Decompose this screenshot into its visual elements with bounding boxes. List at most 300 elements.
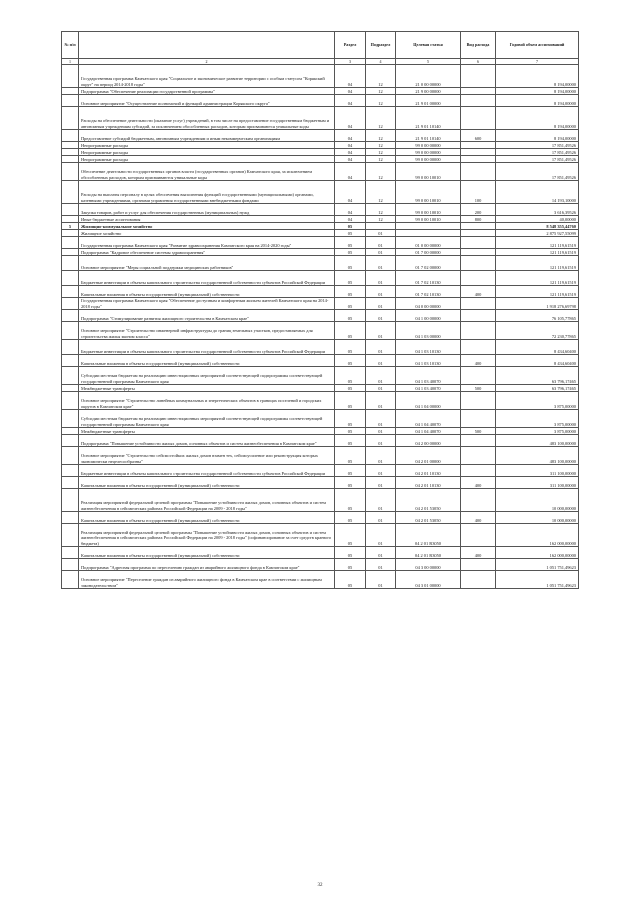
row-subsection: 01 — [366, 322, 396, 340]
row-amount: 1 051 751,49623 — [496, 571, 579, 589]
row-number — [62, 256, 79, 271]
row-expense-type — [461, 271, 496, 286]
row-name: Подпрограмма "Обеспечение реализации государственной программы" — [79, 88, 335, 95]
row-article: 04 1 04 00000 — [396, 392, 461, 410]
row-expense-type — [461, 95, 496, 107]
row-expense-type — [461, 392, 496, 410]
row-article: 04 0 00 00000 — [396, 298, 461, 310]
row-article: 99 0 00 00000 — [396, 142, 461, 149]
table-row — [62, 204, 579, 216]
row-section: 05 — [335, 392, 366, 410]
row-subsection: 01 — [366, 547, 396, 559]
row-name: Жилищное хозяйство — [79, 230, 335, 237]
row-expense-type — [461, 435, 496, 447]
row-number — [62, 181, 79, 204]
row-name: Государственная программа Камчатского края "Обеспечение доступным и комфортным жильем жителей Камчатского края на 2014-2018 годы" — [79, 298, 335, 310]
row-section: 05 — [335, 465, 366, 477]
row-number — [62, 216, 79, 223]
row-expense-type — [461, 489, 496, 512]
row-amount: 3 875,00000 — [496, 428, 579, 435]
row-name: Жилищно-коммунальное хозяйство — [79, 223, 335, 230]
row-section: 04 — [335, 149, 366, 156]
header-subsection: Подраздел — [366, 32, 396, 59]
row-number — [62, 547, 79, 559]
row-subsection: 01 — [366, 489, 396, 512]
row-article: 01 0 00 00000 — [396, 237, 461, 249]
row-amount: 8 434,60400 — [496, 340, 579, 355]
row-article: 04 1 00 00000 — [396, 310, 461, 322]
row-expense-type — [461, 310, 496, 322]
row-number — [62, 477, 79, 489]
row-expense-type — [461, 230, 496, 237]
row-number — [62, 142, 79, 149]
row-amount: 311 100,00000 — [496, 477, 579, 489]
row-number — [62, 340, 79, 355]
row-name: Капитальные вложения в объекты государственной (муниципальной) собственности — [79, 355, 335, 367]
row-amount: 40,00000 — [496, 216, 579, 223]
row-amount: 121 119,61519 — [496, 249, 579, 256]
row-subsection: 01 — [366, 385, 396, 392]
row-section: 05 — [335, 547, 366, 559]
row-article: 04 1 03 10130 — [396, 355, 461, 367]
row-amount: 8 194,00000 — [496, 130, 579, 142]
row-article: 01 7 00 00000 — [396, 249, 461, 256]
row-number — [62, 237, 79, 249]
row-subsection: 01 — [366, 410, 396, 428]
row-number — [62, 88, 79, 95]
row-name: Основное мероприятие "Переселение граждан из аварийного жилищного фонда в Камчатском крае в соответствии с жилищным законодательством" — [79, 571, 335, 589]
row-number — [62, 204, 79, 216]
row-article: 04 2 01 R3050 — [396, 524, 461, 547]
row-subsection: 12 — [366, 149, 396, 156]
row-subsection: 12 — [366, 163, 396, 181]
row-subsection: 12 — [366, 107, 396, 130]
row-name: Субсидии местным бюджетам на реализацию инвестиционных мероприятий соответствующей подпрограммы соответствующей государственной программы Камчатского края — [79, 410, 335, 428]
row-section: 05 — [335, 477, 366, 489]
row-name: Основное мероприятие "Строительство сейсмостойких жилых домов взамен тех, сейсмоусиление или реконструкция которых экономически нецелесообразны" — [79, 447, 335, 465]
table-row — [62, 355, 579, 367]
row-name: Непрограммные расходы — [79, 142, 335, 149]
row-section: 05 — [335, 271, 366, 286]
row-article: 04 3 01 00000 — [396, 571, 461, 589]
row-amount: 3 616,39526 — [496, 204, 579, 216]
row-expense-type: 500 — [461, 385, 496, 392]
table-row — [62, 322, 579, 340]
column-number: 5 — [396, 59, 461, 65]
row-section: 04 — [335, 95, 366, 107]
row-section: 05 — [335, 559, 366, 571]
row-amount: 311 100,00000 — [496, 465, 579, 477]
row-article: 21 9 01 00000 — [396, 95, 461, 107]
column-number: 3 — [335, 59, 366, 65]
row-article: 01 7 02 10130 — [396, 286, 461, 298]
budget-table — [61, 31, 579, 589]
row-name: Подпрограмма "Стимулирование развития жилищного строительства в Камчатском крае" — [79, 310, 335, 322]
row-section: 04 — [335, 142, 366, 149]
row-article: 04 2 00 00000 — [396, 435, 461, 447]
row-expense-type — [461, 65, 496, 88]
row-name: Непрограммные расходы — [79, 156, 335, 163]
table-row — [62, 230, 579, 237]
row-section: 05 — [335, 571, 366, 589]
row-expense-type — [461, 367, 496, 385]
row-amount: 63 796,17465 — [496, 385, 579, 392]
table-row — [62, 392, 579, 410]
row-section: 05 — [335, 512, 366, 524]
row-name: Расходы на выплаты персоналу в целях обеспечения выполнения функций государственными (муниципальными) органами, казенными учреждениями, органами управления государственными внебюджетными фондами — [79, 181, 335, 204]
row-section: 04 — [335, 204, 366, 216]
row-expense-type: 400 — [461, 286, 496, 298]
header-amount: Годовой объем ассигнований — [496, 32, 579, 59]
row-amount: 17 851,49526 — [496, 149, 579, 156]
table-row — [62, 512, 579, 524]
row-amount: 483 100,00000 — [496, 447, 579, 465]
row-article: 99 0 00 10010 — [396, 216, 461, 223]
row-name: Основное мероприятие "Меры социальной поддержки медицинских работников" — [79, 256, 335, 271]
table-row — [62, 223, 579, 230]
row-expense-type — [461, 256, 496, 271]
row-amount: 8 548 355,44760 — [496, 223, 579, 230]
row-name: Подпрограмма "Кадровое обеспечение системы здравоохранения" — [79, 249, 335, 256]
table-header-row — [62, 32, 579, 59]
row-subsection: 01 — [366, 559, 396, 571]
row-section: 04 — [335, 130, 366, 142]
row-number — [62, 107, 79, 130]
table-row — [62, 298, 579, 310]
row-number — [62, 524, 79, 547]
table-row — [62, 477, 579, 489]
row-section: 05 — [335, 286, 366, 298]
table-row — [62, 286, 579, 298]
row-article: 01 7 02 10130 — [396, 271, 461, 286]
row-name: Капитальные вложения в объекты государственной (муниципальной) собственности — [79, 477, 335, 489]
row-subsection: 01 — [366, 256, 396, 271]
row-subsection: 01 — [366, 310, 396, 322]
row-expense-type — [461, 322, 496, 340]
row-expense-type: 200 — [461, 204, 496, 216]
row-article: 04 2 01 10130 — [396, 465, 461, 477]
row-article — [396, 230, 461, 237]
table-row — [62, 435, 579, 447]
row-article: 04 1 03 00000 — [396, 322, 461, 340]
row-subsection: 12 — [366, 95, 396, 107]
table-row — [62, 465, 579, 477]
row-expense-type — [461, 340, 496, 355]
row-article: 04 2 01 53050 — [396, 512, 461, 524]
row-section: 05 — [335, 385, 366, 392]
row-name: Основное мероприятие "Строительство инженерной инфраструктуры до границ земельных участков, предоставляемых для строительства жилья эконом класса" — [79, 322, 335, 340]
row-section: 04 — [335, 181, 366, 204]
row-name: Бюджетные инвестиции в объекты капитального строительства государственной собственности субъектов Российской Федерации — [79, 465, 335, 477]
row-subsection: 01 — [366, 392, 396, 410]
row-amount: 8 194,00000 — [496, 95, 579, 107]
row-amount: 121 119,61519 — [496, 286, 579, 298]
row-expense-type — [461, 410, 496, 428]
table-row — [62, 156, 579, 163]
row-number — [62, 156, 79, 163]
row-article: 21 9 00 00000 — [396, 88, 461, 95]
header-section: Раздел — [335, 32, 366, 59]
table-row — [62, 181, 579, 204]
table-row — [62, 88, 579, 95]
row-subsection: 01 — [366, 298, 396, 310]
table-row — [62, 237, 579, 249]
row-expense-type — [461, 571, 496, 589]
row-subsection: 01 — [366, 524, 396, 547]
row-subsection: 01 — [366, 447, 396, 465]
row-subsection: 01 — [366, 367, 396, 385]
row-number — [62, 385, 79, 392]
row-subsection: 12 — [366, 65, 396, 88]
row-subsection: 12 — [366, 204, 396, 216]
row-amount: 17 851,49526 — [496, 156, 579, 163]
row-number — [62, 271, 79, 286]
row-expense-type: 400 — [461, 355, 496, 367]
row-name: Капитальные вложения в объекты государственной (муниципальной) собственности — [79, 547, 335, 559]
row-number — [62, 392, 79, 410]
row-name: Реализация мероприятий федеральной целевой программы "Повышение устойчивости жилых домов, основных объектов и систем жизнеобеспечения в сейсмических районах Российской Федерации на 2009 - 2018 годы" (софинансирование за счет средств краевого бюджета) — [79, 524, 335, 547]
row-amount: 8 194,00000 — [496, 88, 579, 95]
row-article: 21 9 01 10140 — [396, 107, 461, 130]
table-row — [62, 571, 579, 589]
row-article: 04 1 03 40070 — [396, 367, 461, 385]
column-number: 2 — [79, 59, 335, 65]
column-number: 6 — [461, 59, 496, 65]
row-expense-type: 100 — [461, 181, 496, 204]
column-number: 4 — [366, 59, 396, 65]
row-section: 05 — [335, 524, 366, 547]
row-number — [62, 322, 79, 340]
row-expense-type: 400 — [461, 477, 496, 489]
row-section: 05 — [335, 310, 366, 322]
row-number — [62, 571, 79, 589]
row-subsection: 01 — [366, 286, 396, 298]
row-amount: 121 119,61519 — [496, 271, 579, 286]
row-section: 04 — [335, 65, 366, 88]
row-section: 05 — [335, 428, 366, 435]
row-number — [62, 512, 79, 524]
row-amount: 121 119,61519 — [496, 256, 579, 271]
row-expense-type: 600 — [461, 130, 496, 142]
row-name: Расходы на обеспечение деятельности (оказание услуг) учреждений, в том числе на предоставление государственным бюджетным и автономным учреждениям субсидий, за исключением обособленных расходов, которым присваиваются уникальные коды — [79, 107, 335, 130]
row-section: 05 — [335, 355, 366, 367]
row-number — [62, 249, 79, 256]
row-article: 21 0 00 00000 — [396, 65, 461, 88]
row-name: Подпрограмма "Адресная программа по переселению граждан из аварийного жилищного фонда в Камчатском крае" — [79, 559, 335, 571]
table-body — [62, 59, 579, 589]
table-row — [62, 256, 579, 271]
row-expense-type: 500 — [461, 428, 496, 435]
row-subsection: 01 — [366, 435, 396, 447]
row-subsection: 01 — [366, 237, 396, 249]
header-num: № п/п — [62, 32, 79, 59]
row-subsection: 12 — [366, 88, 396, 95]
row-article: 04 2 01 00000 — [396, 447, 461, 465]
row-article: 99 0 00 10010 — [396, 181, 461, 204]
row-expense-type — [461, 237, 496, 249]
row-name: Государственная программа Камчатского края "Социальное и экономическое развитие территории с особым статусом "Корякский округ" на период 2014-2018 годы" — [79, 65, 335, 88]
row-name: Бюджетные инвестиции в объекты капитального строительства государственной собственности субъектов Российской Федерации — [79, 271, 335, 286]
row-name: Предоставление субсидий бюджетным, автономным учреждениям и иным некоммерческим организациям — [79, 130, 335, 142]
row-expense-type — [461, 107, 496, 130]
row-article: 21 9 01 10140 — [396, 130, 461, 142]
row-number — [62, 130, 79, 142]
row-article: 99 0 00 10010 — [396, 163, 461, 181]
row-section: 04 — [335, 107, 366, 130]
row-amount: 72 230,77865 — [496, 322, 579, 340]
table-row — [62, 65, 579, 88]
table-row — [62, 524, 579, 547]
row-subsection: 01 — [366, 512, 396, 524]
row-number — [62, 230, 79, 237]
row-amount: 3 875,00000 — [496, 392, 579, 410]
row-name: Реализация мероприятий федеральной целевой программы "Повышение устойчивости жилых домов, основных объектов и систем жизнеобеспечения в сейсмических районах Российской Федерации на 2009 - 2018 годы" — [79, 489, 335, 512]
table-row — [62, 130, 579, 142]
page-number: 32 — [317, 883, 323, 888]
row-section: 05 — [335, 489, 366, 512]
row-expense-type — [461, 88, 496, 95]
row-amount: 8 194,00000 — [496, 65, 579, 88]
row-subsection: 12 — [366, 216, 396, 223]
row-subsection — [366, 223, 396, 230]
row-name: Межбюджетные трансферты — [79, 385, 335, 392]
row-subsection: 01 — [366, 271, 396, 286]
table-row — [62, 410, 579, 428]
row-amount: 14 193,10000 — [496, 181, 579, 204]
row-subsection: 01 — [366, 355, 396, 367]
row-article: 04 1 03 10130 — [396, 340, 461, 355]
row-article: 01 7 02 00000 — [396, 256, 461, 271]
row-number — [62, 428, 79, 435]
row-article: 99 0 00 00000 — [396, 149, 461, 156]
row-section: 05 — [335, 340, 366, 355]
table-row — [62, 95, 579, 107]
row-expense-type — [461, 465, 496, 477]
row-subsection: 12 — [366, 142, 396, 149]
row-name: Основное мероприятие "Осуществление полномочий и функций администрации Корякского округа" — [79, 95, 335, 107]
row-article: 04 1 04 40070 — [396, 410, 461, 428]
row-expense-type — [461, 249, 496, 256]
row-amount: 8 434,60400 — [496, 355, 579, 367]
row-subsection: 12 — [366, 130, 396, 142]
row-expense-type — [461, 149, 496, 156]
row-amount: 1 918 276,69798 — [496, 298, 579, 310]
row-name: Субсидии местным бюджетам на реализацию инвестиционных мероприятий соответствующей подпрограммы соответствующей государственной программы Камчатского края — [79, 367, 335, 385]
row-name: Подпрограмма "Повышение устойчивости жилых домов, основных объектов и систем жизнеобеспечения в Камчатском крае" — [79, 435, 335, 447]
row-subsection: 01 — [366, 340, 396, 355]
table-row — [62, 142, 579, 149]
row-number — [62, 367, 79, 385]
table-row — [62, 367, 579, 385]
table-row — [62, 547, 579, 559]
row-number — [62, 489, 79, 512]
row-amount: 17 851,49526 — [496, 142, 579, 149]
table-row — [62, 310, 579, 322]
row-number — [62, 465, 79, 477]
row-name: Закупка товаров, работ и услуг для обеспечения государственных (муниципальных) нужд — [79, 204, 335, 216]
table-row — [62, 385, 579, 392]
row-number — [62, 355, 79, 367]
row-expense-type: 400 — [461, 547, 496, 559]
row-expense-type — [461, 223, 496, 230]
row-section: 05 — [335, 256, 366, 271]
row-name: Капитальные вложения в объекты государственной (муниципальной) собственности — [79, 512, 335, 524]
row-amount: 1 051 751,49623 — [496, 559, 579, 571]
table-row — [62, 163, 579, 181]
row-number — [62, 95, 79, 107]
row-amount: 483 100,00000 — [496, 435, 579, 447]
column-number: 7 — [496, 59, 579, 65]
row-article: 04 2 01 R3050 — [396, 547, 461, 559]
row-article: 04 2 01 53050 — [396, 489, 461, 512]
row-article: 99 0 00 10010 — [396, 204, 461, 216]
row-section: 05 — [335, 230, 366, 237]
row-section: 05 — [335, 435, 366, 447]
row-article — [396, 223, 461, 230]
row-section: 05 — [335, 447, 366, 465]
row-number — [62, 435, 79, 447]
row-expense-type — [461, 142, 496, 149]
header-article: Целевая статья — [396, 32, 461, 59]
row-number — [62, 65, 79, 88]
table-row — [62, 249, 579, 256]
row-section: 05 — [335, 322, 366, 340]
row-amount: 121 119,61519 — [496, 237, 579, 249]
table-row — [62, 149, 579, 156]
row-amount: 76 105,77865 — [496, 310, 579, 322]
row-number — [62, 286, 79, 298]
row-subsection: 01 — [366, 428, 396, 435]
row-subsection: 01 — [366, 477, 396, 489]
row-subsection: 01 — [366, 230, 396, 237]
table-row — [62, 271, 579, 286]
row-section: 05 — [335, 410, 366, 428]
row-number — [62, 447, 79, 465]
row-article: 04 1 04 40070 — [396, 428, 461, 435]
row-amount: 8 194,00000 — [496, 107, 579, 130]
row-expense-type — [461, 298, 496, 310]
row-name: Межбюджетные трансферты — [79, 428, 335, 435]
row-name: Капитальные вложения в объекты государственной (муниципальной) собственности — [79, 286, 335, 298]
table-row — [62, 428, 579, 435]
row-expense-type — [461, 163, 496, 181]
header-expense-type: Вид расхода — [461, 32, 496, 59]
row-amount: 2 875 927,55099 — [496, 230, 579, 237]
row-section: 05 — [335, 367, 366, 385]
row-section: 05 — [335, 249, 366, 256]
table-row — [62, 447, 579, 465]
row-expense-type: 800 — [461, 216, 496, 223]
row-amount: 10 000,00000 — [496, 489, 579, 512]
row-section: 04 — [335, 88, 366, 95]
row-number — [62, 410, 79, 428]
row-section: 05 — [335, 237, 366, 249]
row-article: 04 1 03 40070 — [396, 385, 461, 392]
row-expense-type — [461, 559, 496, 571]
header-name — [79, 32, 335, 59]
row-section: 04 — [335, 216, 366, 223]
row-subsection: 12 — [366, 156, 396, 163]
row-number — [62, 310, 79, 322]
row-name: Государственная программа Камчатского края "Развитие здравоохранения Камчатского края на 2014-2020 годы" — [79, 237, 335, 249]
row-section: 04 — [335, 163, 366, 181]
row-article: 04 3 00 00000 — [396, 559, 461, 571]
row-number — [62, 149, 79, 156]
row-number: 5 — [62, 223, 79, 230]
table-row — [62, 489, 579, 512]
row-article: 99 0 00 00000 — [396, 156, 461, 163]
row-section: 04 — [335, 156, 366, 163]
